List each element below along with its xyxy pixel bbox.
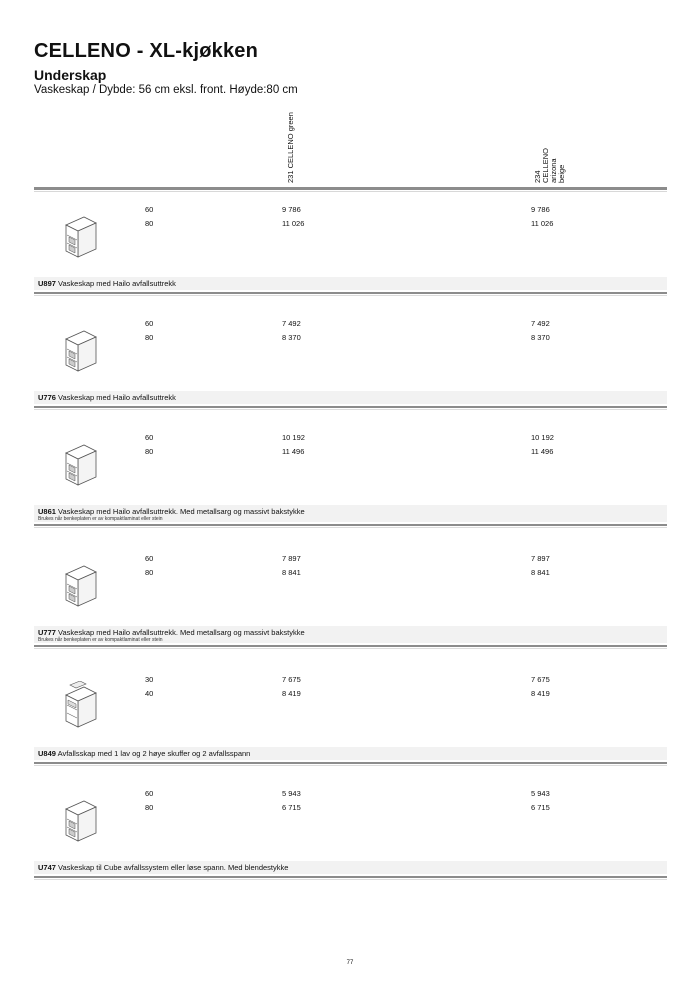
price-celleno-arizona-beige: 5 943 xyxy=(531,789,550,798)
width-value: 40 xyxy=(145,689,154,698)
product-name: Vaskeskap til Cube avfallssystem eller løse spann. Med blendestykke xyxy=(58,863,289,872)
product-divider-light xyxy=(34,879,667,880)
product-name: Vaskeskap med Hailo avfallsuttrekk xyxy=(58,393,176,402)
price-celleno-arizona-beige: 6 715 xyxy=(531,803,550,812)
section-description: Vaskeskap / Dybde: 56 cm eksl. front. Høyde:80 cm xyxy=(34,84,298,96)
width-value: 80 xyxy=(145,803,154,812)
price-celleno-green: 5 943 xyxy=(282,789,301,798)
product-label xyxy=(38,507,305,516)
product-label xyxy=(38,863,288,872)
product-divider-light xyxy=(34,648,667,649)
section-subtitle: Underskap xyxy=(34,67,107,83)
price-celleno-green: 11 026 xyxy=(282,219,305,228)
cabinet-sink-drawers-icon xyxy=(56,211,100,261)
product-code: U777 xyxy=(38,628,56,637)
width-value: 30 xyxy=(145,675,154,684)
header-divider-light xyxy=(34,191,667,192)
product-divider xyxy=(34,762,667,764)
price-celleno-green: 7 675 xyxy=(282,675,301,684)
product-name: Vaskeskap med Hailo avfallsuttrekk. Med metallsarg og massivt bakstykke xyxy=(58,507,305,516)
page-number: 77 xyxy=(346,960,354,966)
price-celleno-arizona-beige: 8 419 xyxy=(531,689,550,698)
width-value: 80 xyxy=(145,447,154,456)
price-celleno-arizona-beige: 7 675 xyxy=(531,675,550,684)
product-divider-light xyxy=(34,527,667,528)
cabinet-sink-drawers-icon xyxy=(56,325,100,375)
header-divider xyxy=(34,187,667,190)
product-name: Vaskeskap med Hailo avfallsuttrekk xyxy=(58,279,176,288)
price-celleno-green: 8 419 xyxy=(282,689,301,698)
product-note: Brukes når benkeplaten er av kompaktlaminat eller stein xyxy=(38,516,163,522)
column-header-celleno-arizona-beige: 234 CELLENO arizona beige xyxy=(533,147,566,183)
cabinet-sink-drawers-icon xyxy=(56,560,100,610)
width-value: 80 xyxy=(145,568,154,577)
product-code: U776 xyxy=(38,393,56,402)
price-celleno-green: 7 897 xyxy=(282,554,301,563)
product-note: Brukes når benkeplaten er av kompaktlaminat eller stein xyxy=(38,637,163,643)
product-divider-light xyxy=(34,765,667,766)
product-divider-light xyxy=(34,295,667,296)
price-celleno-green: 10 192 xyxy=(282,433,305,442)
price-celleno-arizona-beige: 11 496 xyxy=(531,447,554,456)
price-celleno-arizona-beige: 9 786 xyxy=(531,205,550,214)
price-celleno-arizona-beige: 8 370 xyxy=(531,333,550,342)
product-divider-light xyxy=(34,409,667,410)
product-label xyxy=(38,628,305,637)
cabinet-sink-drawers-icon xyxy=(56,795,100,845)
product-divider xyxy=(34,876,667,878)
page-title: CELLENO - XL-kjøkken xyxy=(34,40,259,62)
product-divider xyxy=(34,645,667,647)
price-celleno-green: 8 841 xyxy=(282,568,301,577)
product-name: Avfallsskap med 1 lav og 2 høye skuffer og 2 avfallsspann xyxy=(57,749,251,758)
product-code: U861 xyxy=(38,507,56,516)
product-code: U747 xyxy=(38,863,56,872)
product-label xyxy=(38,749,250,758)
price-celleno-green: 7 492 xyxy=(282,319,301,328)
cabinet-sink-drawers-icon xyxy=(56,439,100,489)
product-name: Vaskeskap med Hailo avfallsuttrekk. Med metallsarg og massivt bakstykke xyxy=(58,628,305,637)
width-value: 80 xyxy=(145,219,154,228)
width-value: 60 xyxy=(145,205,154,214)
product-divider xyxy=(34,524,667,526)
price-celleno-green: 9 786 xyxy=(282,205,301,214)
price-celleno-green: 8 370 xyxy=(282,333,301,342)
price-celleno-arizona-beige: 7 492 xyxy=(531,319,550,328)
price-celleno-arizona-beige: 11 026 xyxy=(531,219,554,228)
product-divider xyxy=(34,292,667,294)
price-celleno-green: 11 496 xyxy=(282,447,305,456)
width-value: 60 xyxy=(145,433,154,442)
price-celleno-arizona-beige: 10 192 xyxy=(531,433,554,442)
product-divider xyxy=(34,406,667,408)
waste-cabinet-icon xyxy=(56,681,100,731)
price-celleno-arizona-beige: 7 897 xyxy=(531,554,550,563)
product-code: U897 xyxy=(38,279,56,288)
width-value: 80 xyxy=(145,333,154,342)
price-celleno-green: 6 715 xyxy=(282,803,301,812)
width-value: 60 xyxy=(145,789,154,798)
product-label xyxy=(38,393,176,402)
width-value: 60 xyxy=(145,319,154,328)
product-code: U849 xyxy=(38,749,56,758)
width-value: 60 xyxy=(145,554,154,563)
price-celleno-arizona-beige: 8 841 xyxy=(531,568,550,577)
product-label xyxy=(38,279,176,288)
column-header-celleno-green: 231 CELLENO green xyxy=(286,112,295,183)
